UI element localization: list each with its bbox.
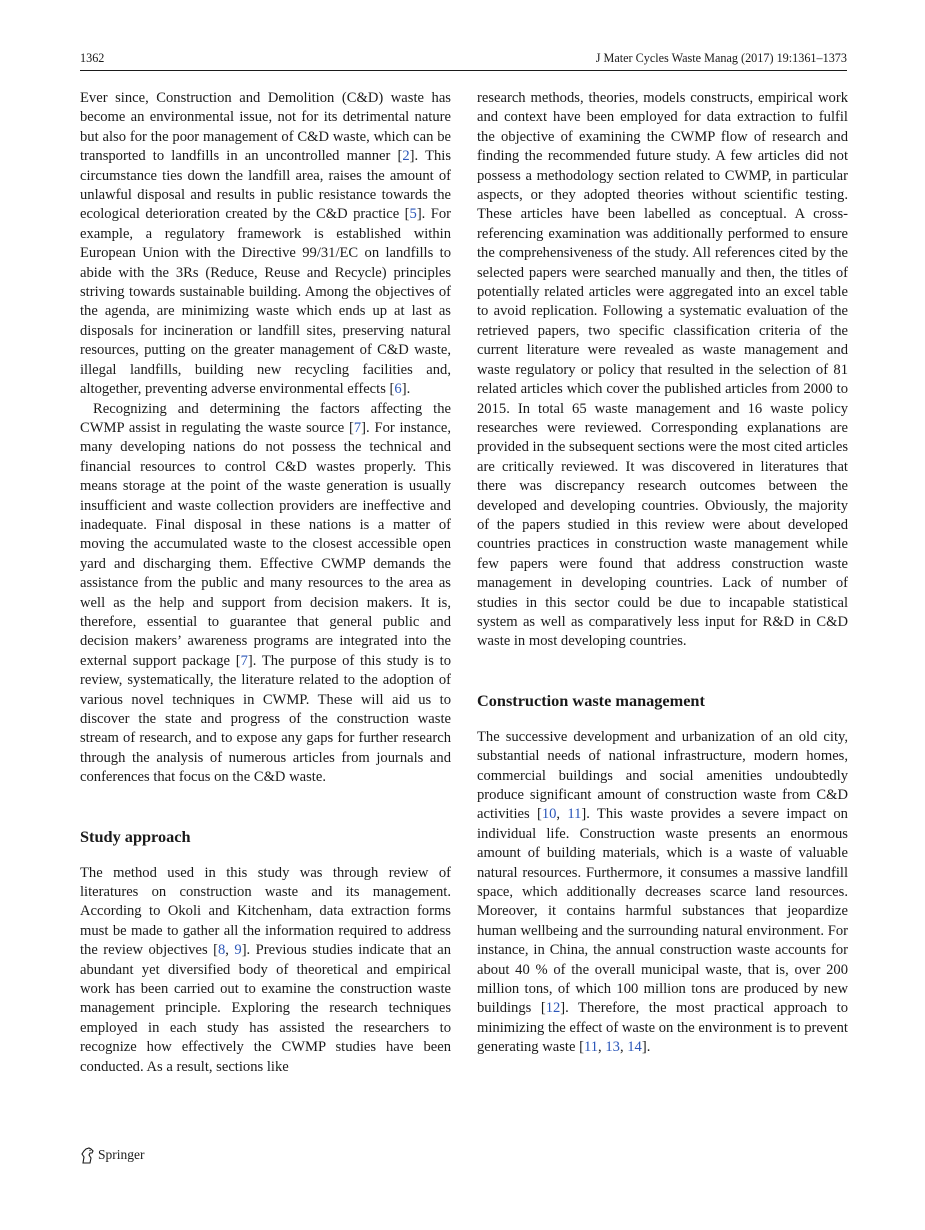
citation-link[interactable]: 11 <box>583 1039 599 1056</box>
publisher-name: Springer <box>98 1147 145 1162</box>
citation-link[interactable]: 5 <box>409 206 417 223</box>
paragraph-methods-continued: research methods, theories, models constructs, empirical work and context have been employed for data extraction to fulfil the objective of examining the CWMP flow of research and finding the recommended future study. A few articles did not possess a methodology section related to CWMP, in particular aspects, or they adopted theories without scientific testing. These articles have been labelled as conceptual. A cross-referencing examination was additionally performed to ensure the comprehensiveness of the study. All references cited by the selected papers were searched manually and then, the titles of potentially related articles were aggregated into an excel table to avoid replication. Following a systematic evaluation of the retrieved papers, two specific classification criteria of the current literature were revealed as waste management and waste regulatory or policy that resulted in the selection of 81 related articles which cover the published articles from 2000 to 2015. In total 65 waste management and 16 waste policy researches were reviewed. Corresponding explanations are provided in the subsequent sections were the most cited articles are critically reviewed. It was discovered in literatures that there was discrepancy research outcomes between the developed and developing countries. Obviously, the majority of the papers studied in this review were about developed countries practices in construction waste management while few papers were found that address construction waste management in developing countries. Lack of number of studies in this sector could be due to incapable statistical system as well as comparatively less input for R&D in C&D waste in most developing countries. <box>477 90 848 650</box>
text-run: , <box>619 1039 628 1056</box>
journal-reference: J Mater Cycles Waste Manag (2017) 19:1361–1373 <box>595 51 847 65</box>
section-heading-construction-waste-management: Construction waste management <box>477 690 705 710</box>
header-rule <box>80 70 847 71</box>
right-column <box>477 89 848 1058</box>
citation-link[interactable]: 7 <box>240 652 248 669</box>
page-number: 1362 <box>80 51 105 65</box>
text-run: Ever since, Construction and Demolition (C&D) waste has become an environmental issue, not for its detrimental nature but also for the poor management of C&D waste, which can be transported to landfills in an uncontrolled manner [ <box>80 90 451 165</box>
paragraph-cd-waste-intro <box>80 89 451 400</box>
citation-link[interactable]: 10 <box>541 806 557 823</box>
text-run: Recognizing and determining the factors affecting the CWMP assist in regulating the waste source [ <box>80 400 451 436</box>
section-heading-study-approach: Study approach <box>80 826 191 846</box>
citation-link[interactable]: 2 <box>402 148 410 165</box>
text-run: The successive development and urbanization of an old city, substantial needs of national infrastructure, modern homes, commercial buildings and social amenities undoubtedly produce significant amount of construction waste from C&D activities [ <box>477 728 848 823</box>
text-run: ]. For instance, many developing nations do not possess the technical and financial resources to control C&D wastes properly. This means storage at the point of the waste generation is usually insufficient and waste collection providers are ineffective and inadequate. Final disposal in these nations is a matter of moving the accumulated waste to the closest accessible open yard and discharging them. Effective CWMP demands the assistance from the public and many resources to the area as well as the help and support from decision makers. It is, therefore, essential to guarantee that general public and decision makers’ awareness programs are integrated into the external support package [ <box>80 419 451 669</box>
text-run: ]. Previous studies indicate that an abundant yet diversified body of theoretical and empirical work has been carried out to examine the construction waste management principle. Exploring the research techniques employed in each study has assisted the researchers to recognize how effectively the CWMP studies have been conducted. As a result, sections like <box>80 942 451 1075</box>
citation-link[interactable]: 13 <box>605 1039 620 1056</box>
running-header <box>80 51 847 69</box>
paragraph-study-method <box>80 864 451 1077</box>
citation-link[interactable]: 7 <box>353 419 362 436</box>
paragraph-cwmp-factors <box>80 400 451 788</box>
text-run: ]. This waste provides a severe impact on individual life. Construction waste presents an enormous amount of building materials, which is a waste of valuable natural resources. Furthermore, it consumes a massive landfill space, which additionally decreases scarce land resources. Moreover, it contains harmful substances that jeopardize human wellbeing and the surrounding natural environment. For instance, in China, the annual construction waste accounts for about 40 % of the overall municipal waste, that is, over 200 million tons, of which 100 million tons are produced by new buildings [ <box>477 806 848 1017</box>
citation-link[interactable]: 11 <box>567 806 582 823</box>
text-run: , <box>556 806 568 823</box>
publisher-footer <box>80 1145 145 1165</box>
text-run: ]. The purpose of this study is to review, systematically, the literature related to the adoption of various novel techniques in CWMP. These will aid us to discover the state and progress of the construction waste stream of research, and to expose any gaps for further research through the analysis of numerous articles from journals and conferences that focus on the C&D waste. <box>80 652 451 786</box>
text-run: The method used in this study was through review of literatures on construction waste and its management. According to Okoli and Kitchenham, data extraction forms must be made to gather all the information required to address the review objectives [ <box>80 864 451 959</box>
springer-horse-icon <box>80 1147 95 1164</box>
citation-link[interactable]: 14 <box>627 1039 642 1056</box>
text-run: ]. For example, a regulatory framework is established within European Union with the Directive 99/31/EC on landfills to abide with the 3Rs (Reduce, Reuse and Recycle) principles striving towards sustainable building. Among the objectives of the agenda, are minimizing waste which ends up at last as disposals for incineration or landfill sites, preserving natural resources, putting on the greater management of C&D waste, illegal landfills, building new recycling facilities and, altogether, preventing adverse environmental effects [ <box>80 206 451 398</box>
text-run: ]. Therefore, the most practical approach to minimizing the effect of waste on the environment is to prevent generating waste [ <box>477 1000 849 1056</box>
text-run: , <box>598 1039 606 1056</box>
text-run: ]. This circumstance ties down the landfill area, raises the amount of unlawful disposal and results in public resistance towards the ecological deterioration created by the C&D practice [ <box>80 148 452 223</box>
citation-link[interactable]: 8 <box>217 942 226 959</box>
citation-link[interactable]: 6 <box>394 381 402 398</box>
citation-link[interactable]: 9 <box>234 942 242 959</box>
citation-link[interactable]: 12 <box>545 1000 561 1017</box>
paragraph-construction-waste <box>477 728 848 1058</box>
text-run: ]. <box>641 1039 651 1056</box>
text-run: , <box>225 942 235 959</box>
text-run: ]. <box>401 381 411 398</box>
left-column <box>80 89 451 1077</box>
